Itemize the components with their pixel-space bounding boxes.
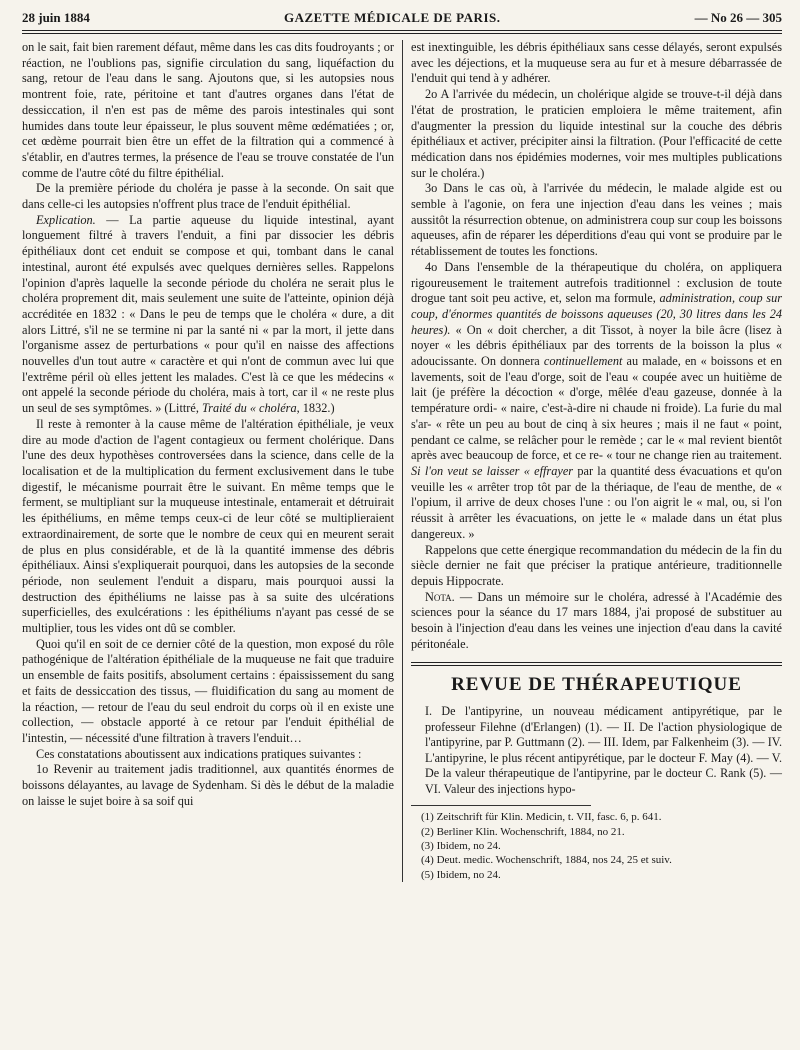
- journal-title: GAZETTE MÉDICALE DE PARIS.: [284, 10, 501, 25]
- footnote-rule: [411, 805, 591, 806]
- footnotes: [411, 810, 782, 881]
- issue-page-number: — No 26 — 305: [694, 10, 782, 25]
- paragraph: 1o Revenir au traitement jadis traditionnel, aux quantités énormes de boissons délayantes, au lavage de Sydenham. Si dès le début de la maladie on laisse le sujet boire à sa soif qui: [22, 762, 394, 808]
- review-contents: I. De l'antipyrine, un nouveau médicament antipyrétique, par le professeur Filehne (d'Erlangen) (1). — II. De l'action physiologique de l'antipyrine, par P. Guttmann (2). — III. Idem, par Falkenheim (3). — IV. L'antipyrine, le plus récent antipyrétique, par le docteur F. May (4). — V. De la valeur thérapeutique de l'antipyrine, par le docteur C. Rank (5). — VI. Valeur des injections hypo-: [425, 704, 782, 796]
- citation-end: , 1832.): [296, 401, 335, 416]
- footnote: (1) Zeitschrift für Klin. Medicin, t. VII, fasc. 6, p. 641.: [421, 811, 662, 824]
- running-header: [22, 10, 782, 30]
- explication-label: Explication.: [36, 212, 96, 227]
- paragraph: 3o Dans le cas où, à l'arrivée du médecin, le malade algide est ou semble à l'agonie, on fera une injection d'eau dans les veines ; mais aussitôt la résurrection obtenue, on administrera coup sur coup les boissons aqueuses, afin de réparer les déperditions d'eau qui vont se produire par le rétablissement de toutes les fonctions.: [411, 181, 782, 259]
- italic-run: administration, coup sur coup, d'énormes quantités de boissons aqueuses (20, 30 litres dans les 24 heures).: [411, 291, 782, 337]
- section-title: REVUE DE THÉRAPEUTIQUE: [451, 674, 742, 696]
- footnote: (3) Ibidem, no 24.: [421, 840, 501, 853]
- paragraph: Rappelons que cette énergique recommandation du médecin de la fin du siècle dernier ne fait que préciser la pratique antérieure, traditionnelle depuis Hippocrate.: [411, 542, 782, 588]
- footnote: (2) Berliner Klin. Wochenschrift, 1884, no 21.: [421, 825, 625, 838]
- two-column-body: [22, 40, 782, 882]
- left-column: [22, 40, 402, 882]
- text-run: au malade, en « boissons et en lavements, soit de l'eau d'orge, soit de l'eau « coupée avec un huitième de lait (je préfère la décoction « d'orge, mêlée d'eau gazeuse, donnée à la température ordi- « naire, c'est-à-dire ni chaude ni froide). La furie du mal s'ar- « rête un peu au bout de cinq à six heures ; mais il ne faut « point, pendant ce calme, se relâcher pour le remède ; car le « mal revient bientôt après avec beaucoup de force, et ce re- « tour ne change rien au traitement.: [411, 354, 782, 463]
- text-run: 4o Dans l'ensemble de la thérapeutique du choléra, on appliquera rigoureusement le traitement autrefois traditionnel : exclusion de toute drogue tant soit peu active, et, selon ma formule,: [411, 259, 782, 306]
- paragraph-tissot-quote: [411, 260, 782, 543]
- paragraph-explication: [22, 213, 394, 417]
- italic-run: continuellement: [543, 354, 623, 369]
- paragraph: Quoi qu'il en soit de ce dernier côté de la question, mon exposé du rôle pathogénique de l'altération épithéliale de la muqueuse ne fait que traduire un ensemble de faits positifs, absolument certains : épaississement du sang et faits de dessiccation des tissus, — fluidification du sang au moment de la réaction, — retour de l'eau du seul endroit du corps où il en existe une collection, — obstacle apporté à ce retour par l'enduit épithélial de l'intestin, — nécessité d'une filtration à travers l'enduit…: [22, 636, 394, 745]
- right-column: [402, 40, 782, 882]
- footnote: (4) Deut. medic. Wochenschrift, 1884, nos 24, 25 et suiv.: [421, 854, 672, 867]
- paragraph: est inextinguible, les débris épithéliaux sans cesse délayés, seront expulsés avec les déjections, et la muqueuse sera au fur et à mesure débarrassée de l'enduit qui tend à y adhérer.: [411, 40, 782, 86]
- paragraph: on le sait, fait bien rarement défaut, même dans les cas dits foudroyants ; or réaction, ne l'oublions pas, signifie circulation du sang, liquéfaction du sang, retour de l'eau dans le sang. Ajoutons que, si les autopsies nous montrent foie, rate, péritoine et tant d'autres organes dans l'état de dessiccation, il n'en est pas de même des parois intestinales qui sont humides dans toute leur épaisseur, le plus souvent même œdématiées ; or, cet œdème pourrait bien être un effet de la filtration qui a commencé à s'établir, en d'autres termes, la présence de l'eau se trouve constatée de l'un comme de l'autre côté du filtre épithélial.: [22, 40, 394, 180]
- paragraph: Il reste à remonter à la cause même de l'altération épithéliale, je veux dire au mode d'action de l'agent contagieux ou ferment cholérique. Dans l'une des deux hypothèses controversées dans la science, dans celle de la localisation et de la multiplication du ferment exclusivement dans le tube digestif, le mécanisme pourrait être le suivant. En même temps que le ferment, se multipliant sur la muqueuse intestinale, entamerait et détruirait les épithéliums, en même temps ceux-ci de leur côté se multiplieraient extraordinairement, de sorte que le nombre de ceux qui en meurent serait de plus en plus considérable, et de là la quantité immense des débris épithéliaux. Ainsi s'expliquerait pourquoi, dans les autopsies de la seconde période, non seulement l'enduit a disparu, mais pourquoi aussi la destruction des épithéliums ne laisse pas à sa suite des ulcérations superficielles, des exulcérations : les épithéliums n'ayant pas cessé de se multiplier, tous les vides ont dû se combler.: [22, 416, 394, 636]
- header-rule: [22, 30, 782, 34]
- paragraph: Ces constatations aboutissent aux indications pratiques suivantes :: [36, 746, 362, 761]
- nota-paragraph: [411, 590, 782, 653]
- text-run: par la quantité dess évacuations et qu'on veuille les « arrêter trop tôt par de la thériaque, de l'eau de menthe, de « l'opium, il arrive de deux choses l'une : ou l'on aigrit le « mal, ou, si l'on réussit à arrêter les évacuations, on jette le « malade dans un état plus dangereux. »: [411, 463, 782, 541]
- nota-label: Nota.: [425, 589, 455, 604]
- nota-text: — Dans un mémoire sur le choléra, adressé à l'Académie des sciences pour la séance du 17 mars 1884, j'ai proposé de substituer au besoin à l'injection d'eau dans les veines une injection d'eau dans la cavité péritonéale.: [411, 589, 782, 651]
- header-date: 28 juin 1884: [22, 10, 90, 25]
- text-run: « On « doit chercher, a dit Tissot, à noyer la bile âcre (lisez à noyer « les débris épithéliaux par des torrents de la boisson la plus « adoucissante. On donnera: [411, 322, 782, 369]
- footnote: (5) Ibidem, no 24.: [421, 868, 501, 881]
- paragraph: 2o A l'arrivée du médecin, un cholérique algide se trouve-t-il déjà dans l'état de prostration, le praticien emploiera le même traitement, afin d'augmenter la pression du liquide intestinal sur la couche des débris épithéliaux et activer, précipiter ainsi la filtration. (Pour l'efficacité de cette médication dans nos épidémies modernes, voir mes multiples publications sur le choléra.): [411, 87, 782, 180]
- littre-citation: Traité du « choléra: [202, 401, 297, 416]
- section-divider: [411, 662, 782, 666]
- explication-text: — La partie aqueuse du liquide intestinal, ayant longuement filtré à travers l'enduit, a fini par dissocier les débris épithéliaux dont cet enduit se compose et qui, tombant dans le canal intestinal, auront été expulsés avec quelques dernières selles. Rappelons l'opinion d'après laquelle la seconde période du choléra ne serait plus le choléra proprement dit, mais seulement une suite de l'atteinte, opinion déjà accréditée en 1832 : « Dans le peu de temps que le choléra « dure, a dit alors Littré, s'il ne se termine ni par la santé ni « par la mort, il jette dans l'organisme assez de perturbations « pour qu'il en naisse des affections nouvelles d'un tout autre « caractère et qui n'ont de commun avec lui que l'extrême péril où elles jettent les malades. C'est là ce que les médecins « ont appelé la seconde période du choléra, mais à tort, car il « ne reste plus un seul de ses symptômes. » (Littré,: [22, 212, 394, 416]
- paragraph: De la première période du choléra je passe à la seconde. On sait que dans celle-ci les autopsies n'offrent plus trace de l'enduit épithélial.: [22, 181, 394, 212]
- italic-run: Si l'on veut se laisser « effrayer: [411, 463, 574, 478]
